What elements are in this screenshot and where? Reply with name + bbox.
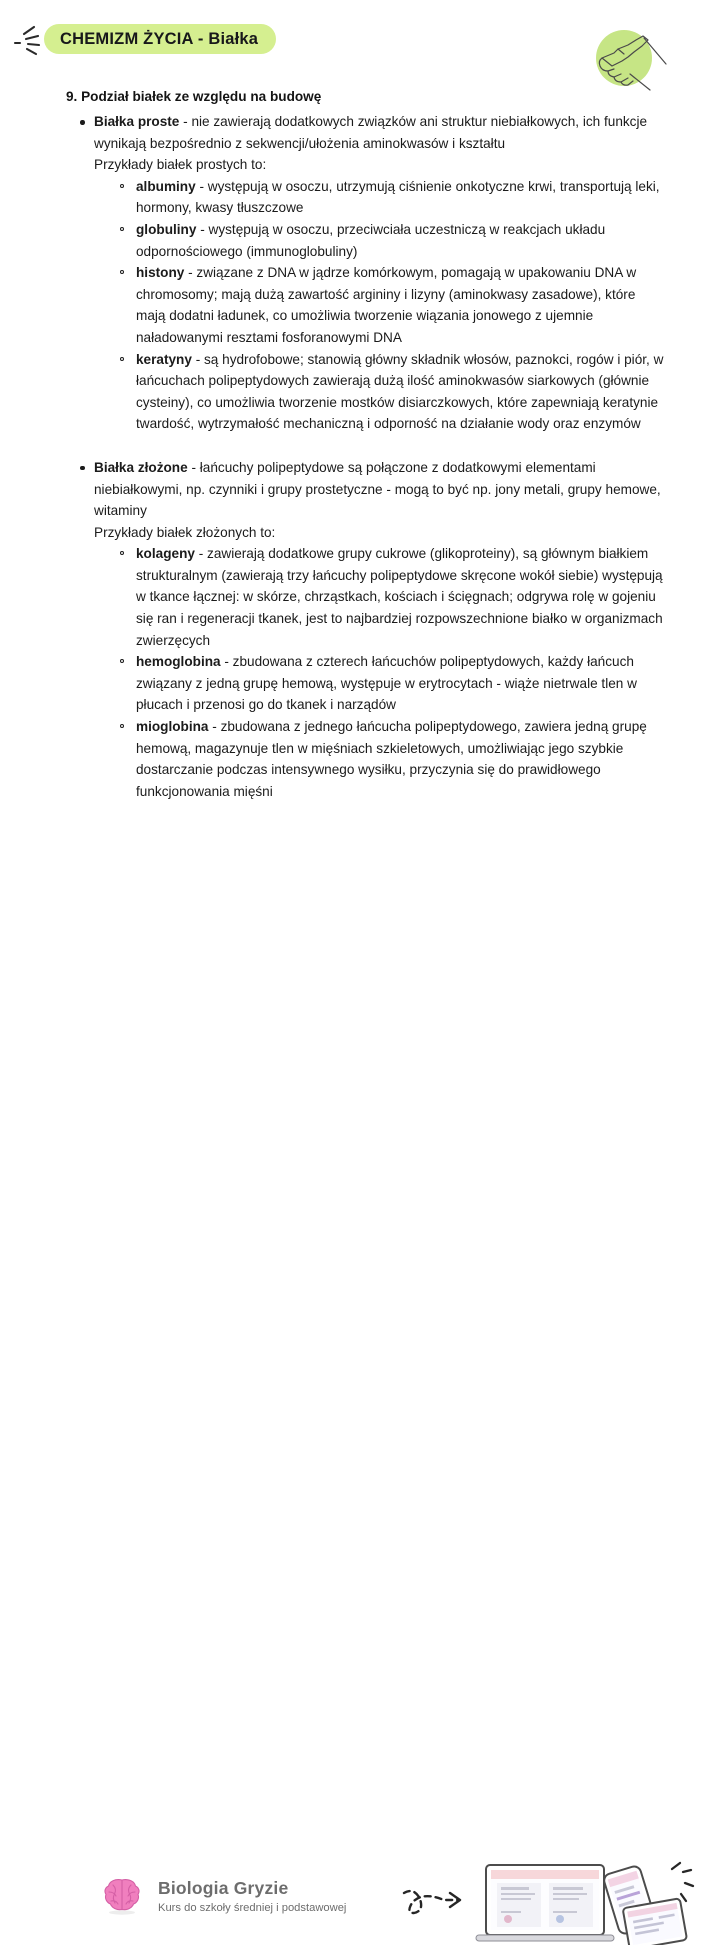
section-simple-proteins: [80, 111, 666, 435]
protein-sections-list: [0, 111, 720, 802]
list-item: [120, 716, 666, 802]
list-item: [120, 262, 666, 348]
section-divider-space: [0, 435, 720, 457]
item-term: histony: [136, 265, 185, 281]
item-description: - występują w osoczu, utrzymują ciśnienie onkotyczne krwi, transportują leki, hormony, kwasy tłuszczowe: [136, 178, 660, 216]
brand-name: Biologia Gryzie: [158, 1878, 289, 1898]
list-item: [120, 543, 666, 651]
section-term: Białka złożone: [94, 459, 188, 475]
section-term: Białka proste: [94, 114, 180, 129]
curved-dashed-arrow-icon: [404, 1891, 460, 1913]
page-heading: 9. Podział białek ze względu na budowę: [66, 89, 322, 104]
section-description: - nie zawierają dodatkowych związków ani struktur niebiałkowych, ich funkcje wynikają bezpośrednio z sekwencji/ułożenia aminokwasów i kształtu: [94, 114, 648, 151]
page-title-badge: [44, 24, 276, 54]
item-description: - zawierają dodatkowe grupy cukrowe (glikoproteiny), są głównym białkiem strukturalnym (zawierają trzy łańcuchy polipeptydowe skręcone wokół siebie) występują w tkance łącznej: w skórze, chrząstkach, kościach i ścięgnach; odgrywa rolę w gojeniu się ran i regeneracji tkanek, jest to najbardziej rozpowszechnione białko w organizmach zwierzęcych: [136, 546, 663, 648]
section-intro: Przykłady białek prostych to:: [94, 157, 267, 173]
item-term: keratyny: [136, 351, 192, 367]
page-footer: [0, 923, 720, 1914]
item-term: mioglobina: [136, 719, 209, 735]
section-intro: Przykłady białek złożonych to:: [94, 524, 276, 540]
item-description: - związane z DNA w jądrze komórkowym, pomagają w upakowaniu DNA w chromosomy; mają dużą zawartość argininy i lizyny (aminokwasy zasadowe), które mają dodatni ładunek, co umożliwia tworzenie wiązania jonowego z ujemnie naładowanymi resztami fosforanowymi DNA: [136, 265, 637, 345]
item-term: hemoglobina: [136, 654, 221, 670]
brand-block: [100, 1873, 346, 1922]
list-item: [120, 651, 666, 716]
page-header: [0, 0, 720, 92]
complex-proteins-examples: [94, 543, 666, 802]
item-description: - występują w osoczu, przeciwciała uczestniczą w reakcjach układu odpornościowego (immunoglobuliny): [136, 221, 606, 259]
brand-subtitle: Kurs do szkoły średniej i podstawowej: [158, 1902, 347, 1914]
simple-proteins-examples: [94, 176, 666, 435]
item-term: globuliny: [136, 221, 197, 237]
sparkle-lines-icon: [672, 1863, 693, 1901]
sparkle-burst-icon: [12, 22, 48, 62]
section-description: - łańcuchy polipeptydowe są połączone z dodatkowymi elementami niebiałkowymi, np. czynniki i grupy prostetyczne - mogą to być np. jony metali, grupy hemowe, witaminy: [94, 459, 661, 519]
brain-icon: [100, 1873, 144, 1922]
list-item: [120, 219, 666, 262]
footer-illustration: [400, 1855, 700, 1945]
item-term: kolageny: [136, 546, 195, 562]
brand-text-block: [158, 1878, 346, 1917]
document-body: [0, 86, 720, 802]
item-description: - są hydrofobowe; stanowią główny składnik włosów, paznokci, rogów i piór, w łańcuchach polipeptydowych zawierają dużą ilość aminokwasów siarkowych (głównie cysteiny), co umożliwia tworzenie mostków disiarczkowych, które zapewniają keratynie twardość, wytrzymałość mechaniczną i odporność na działanie wody oraz enzymów: [136, 351, 664, 432]
item-description: - zbudowana z jednego łańcucha polipeptydowego, zawiera jedną grupę hemową, magazynuje tlen w mięśniach szkieletowych, umożliwiając jego szybkie dostarczanie podczas intensywnego wysiłku, przyczynia się do prawidłowego funkcjonowania mięśni: [136, 719, 647, 799]
item-term: albuminy: [136, 178, 196, 194]
section-complex-proteins: [80, 457, 666, 803]
laptop-phone-tablet-icon: [476, 1865, 614, 1941]
page-title: CHEMIZM ŻYCIA - Białka: [60, 29, 259, 48]
item-description: - zbudowana z czterech łańcuchów polipeptydowych, każdy łańcuch związany z jedną grupę hemową, występuje w erytrocytach - wiąże nietrwale tlen w płucach i przenosi go do tkanek i narządów: [136, 654, 637, 713]
list-item: [120, 349, 666, 435]
list-item: [120, 176, 666, 219]
